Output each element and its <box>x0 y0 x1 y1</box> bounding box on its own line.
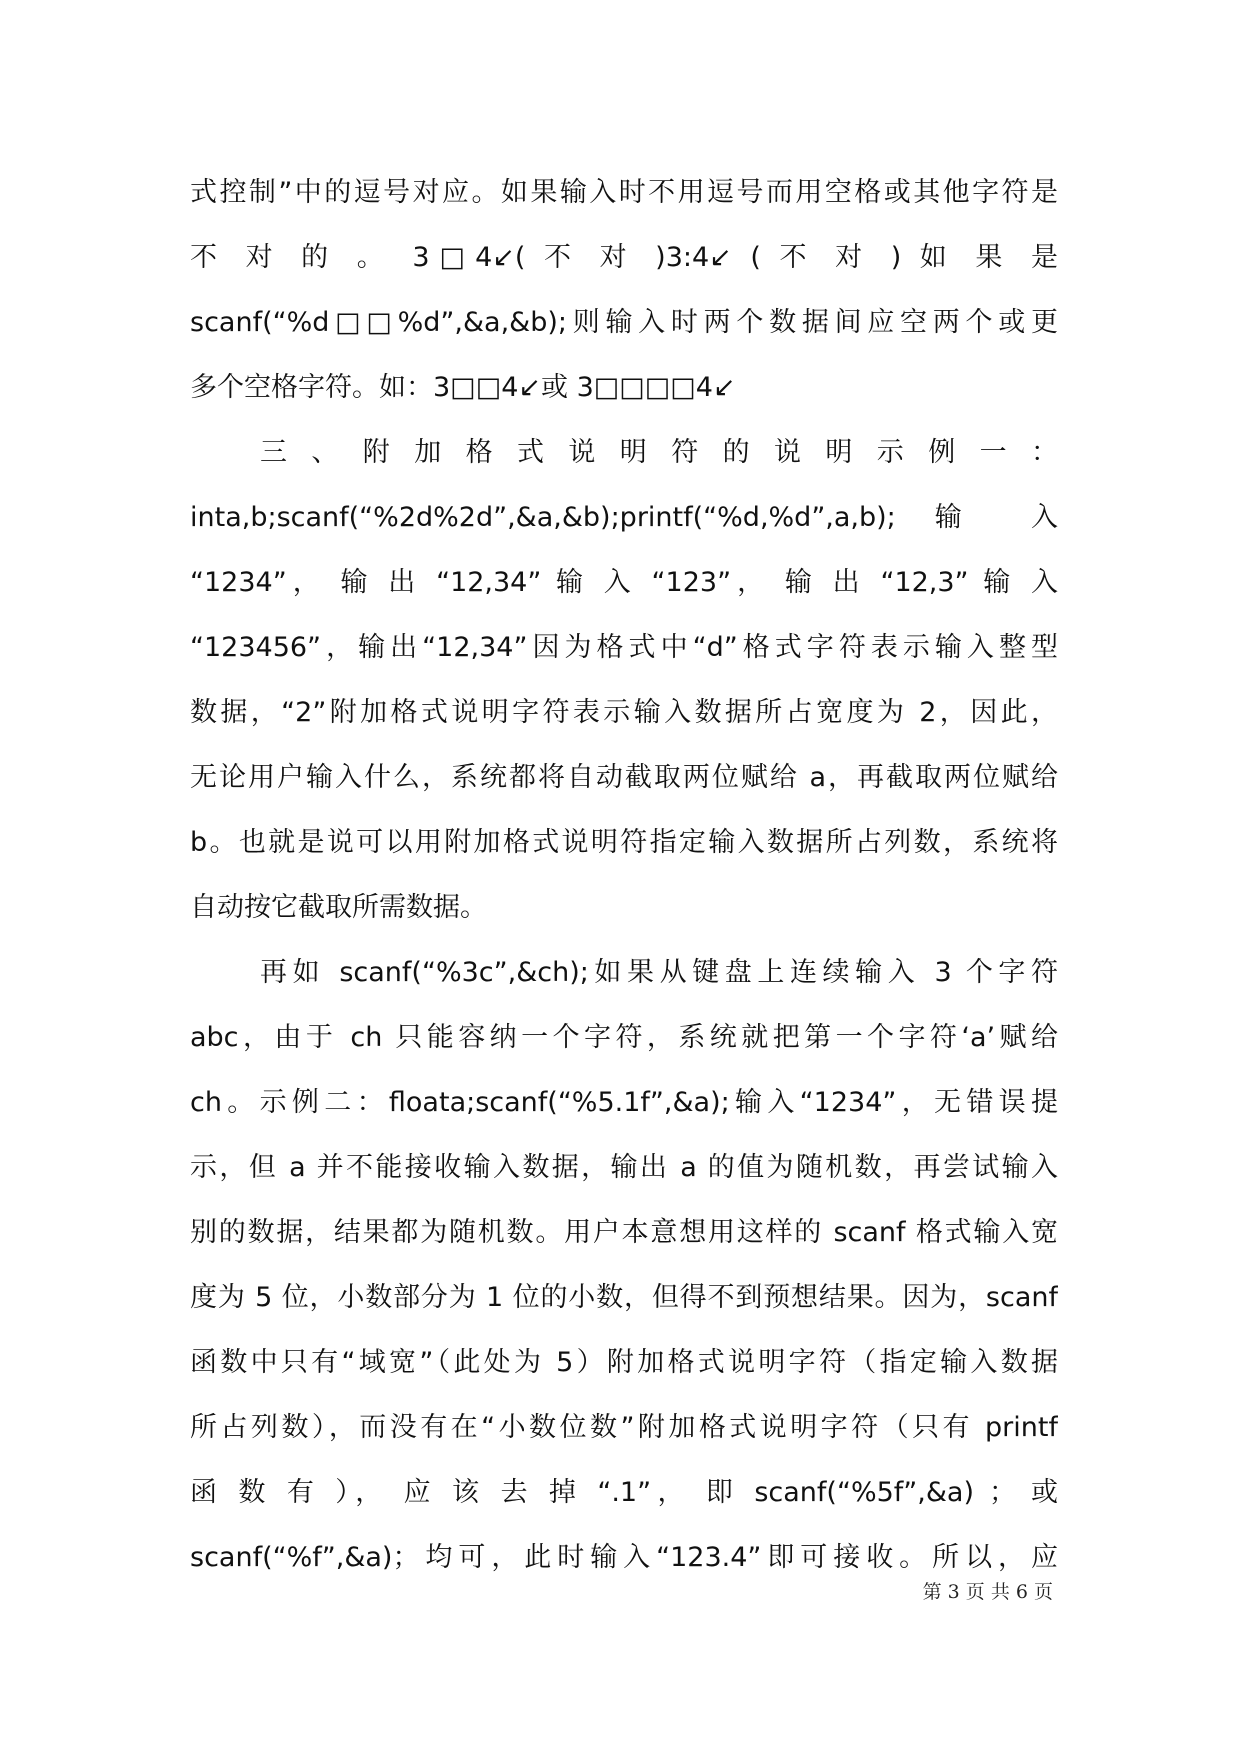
text-line: 自动按它截取所需数据。 <box>190 892 487 923</box>
paragraph-start-line: 再如 scanf(“%3c”,&ch);如果从键盘上连续输入 3 个字符 <box>260 957 1058 988</box>
text-line: 所占列数），而没有在“小数位数”附加格式说明字符（只有 printf <box>190 1412 1058 1443</box>
text-line: “123456”，输出“12,34”因为格式中“d”格式字符表示输入整型 <box>190 632 1058 663</box>
text-line: 别的数据，结果都为随机数。用户本意想用这样的 scanf 格式输入宽 <box>190 1217 1058 1248</box>
text-line: 式控制”中的逗号对应。如果输入时不用逗号而用空格或其他字符是 <box>190 177 1058 208</box>
section-heading-line: 三 、 附 加 格 式 说 明 符 的 说 明 示 例 一 ： <box>260 437 1058 468</box>
text-line: scanf(“%d□□%d”,&a,&b);则输入时两个数据间应空两个或更 <box>190 307 1058 338</box>
text-line: 多个空格字符。如：3□□4↙或 3□□□□4↙ <box>190 372 736 403</box>
text-line: 无论用户输入什么，系统都将自动截取两位赋给 a，再截取两位赋给 <box>190 762 1058 793</box>
text-line: 数据，“2”附加格式说明字符表示输入数据所占宽度为 2，因此， <box>190 697 1058 728</box>
text-line: abc，由于 ch 只能容纳一个字符，系统就把第一个字符‘a’赋给 <box>190 1022 1058 1053</box>
page-number-footer: 第 3 页 共 6 页 <box>922 1581 1053 1603</box>
text-line: ch。示例二：floata;scanf(“%5.1f”,&a);输入“1234”，无错误提 <box>190 1087 1058 1118</box>
text-line: scanf(“%f”,&a)；均可，此时输入“123.4”即可接收。所以，应 <box>190 1542 1058 1573</box>
text-line: inta,b;scanf(“%2d%2d”,&a,&b);printf(“%d,%d”,a,b); 输 入 <box>190 502 1058 533</box>
text-line: “1234”， 输 出 “12,34” 输 入 “123”， 输 出 “12,3” 输 入 <box>190 567 1058 598</box>
text-line: 度为 5 位，小数部分为 1 位的小数，但得不到预想结果。因为，scanf <box>190 1282 1058 1313</box>
body-text <box>190 160 1058 1590</box>
text-line: 示，但 a 并不能接收输入数据，输出 a 的值为随机数，再尝试输入 <box>190 1152 1058 1183</box>
text-line: 函数中只有“域宽”（此处为 5）附加格式说明字符（指定输入数据 <box>190 1347 1058 1378</box>
text-line: b。也就是说可以用附加格式说明符指定输入数据所占列数，系统将 <box>190 827 1058 858</box>
text-line: 不 对 的 。 3□4↙( 不 对 )3:4↙ ( 不 对 ) 如 果 是 <box>190 242 1058 273</box>
text-line: 函 数 有 ）， 应 该 去 掉 “.1”， 即 scanf(“%5f”,&a) ； 或 <box>190 1477 1058 1508</box>
